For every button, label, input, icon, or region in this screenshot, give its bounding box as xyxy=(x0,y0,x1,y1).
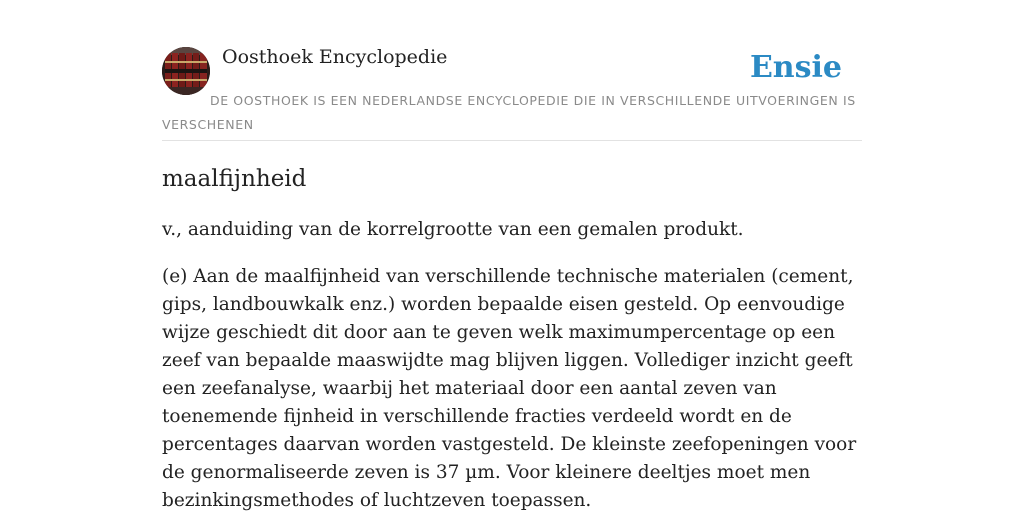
definition-paragraph: v., aanduiding van de korrelgrootte van een gemalen produkt. xyxy=(162,219,744,240)
site-tagline: DE OOSTHOEK IS EEN NEDERLANDSE ENCYCLOPEDIE DIE IN VERSCHILLENDE UITVOERINGEN IS VERSCHENEN xyxy=(162,93,856,132)
site-title-link[interactable]: Oosthoek Encyclopedie xyxy=(222,46,448,68)
site-header xyxy=(162,40,862,141)
explanation-paragraph: (e) Aan de maalfijnheid van verschillende technische materialen (cement, gips, landbouwkalk enz.) worden bepaalde eisen gesteld. Op eenvoudige wijze geschiedt dit door aan te geven welk maximumpercentage op een zeef van bepaalde maaswijdte mag blijven liggen. Vollediger inzicht geeft een zeefanalyse, waarbij het materiaal door een aantal zeven van toenemende fijnheid in verschillende fracties verdeeld wordt en de percentages daarvan worden vastgesteld. De kleinste zeefopeningen voor de genormaliseerde zeven is 37 µm. Voor kleinere deeltjes moet men bezinkingsmethodes of luchtzeven toepassen. xyxy=(162,266,857,511)
bookshelf-avatar-icon[interactable] xyxy=(162,47,210,95)
term-title: maalfijnheid xyxy=(162,166,307,192)
article-content xyxy=(162,162,862,512)
ensie-logo-link[interactable]: Ensie xyxy=(749,50,842,85)
